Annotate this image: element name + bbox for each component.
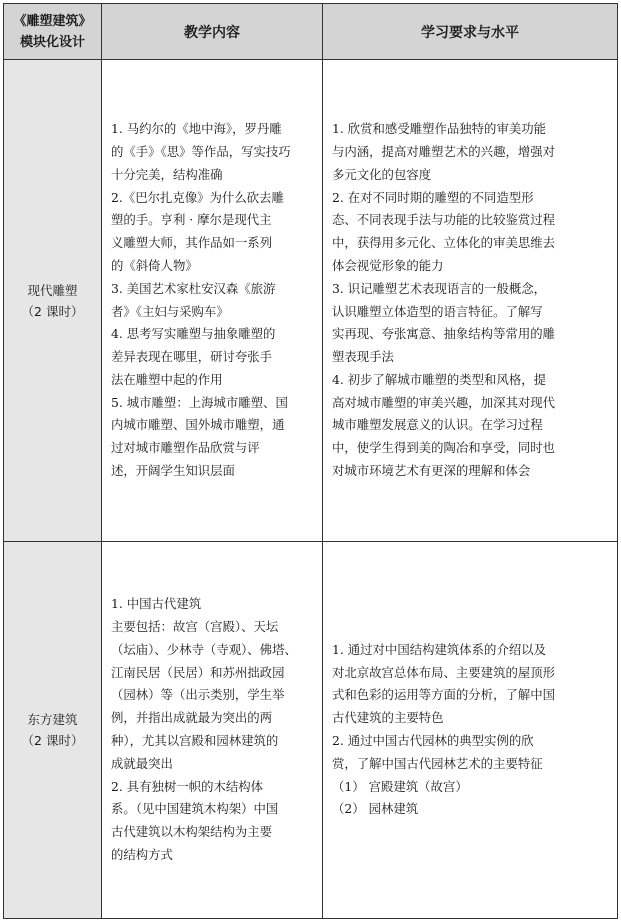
text-line: 中，使学生得到美的陶冶和享受，同时也: [332, 440, 556, 456]
text-line: 过对城市雕塑作品欣赏与评: [111, 440, 260, 456]
text-line: 2. 具有独树一帜的木结构体: [111, 778, 264, 794]
text-line: 高对城市雕塑的审美兴趣，加深其对现代: [332, 394, 556, 410]
table-row: [4, 60, 618, 542]
text-line: 实再现、夸张寓意、抽象结构等常用的雕: [332, 326, 556, 342]
text-line: （园林）等（出示类别，学生举: [111, 687, 285, 703]
row-title-cell: [4, 542, 102, 919]
text-line: （1） 宫殿建筑（故宫）: [332, 778, 468, 794]
text-line: 2. 通过中国古代园林的典型实例的欣: [332, 733, 534, 748]
header-content: 教学内容: [102, 4, 323, 60]
text-line: 的《手》《思》等作品，写实技巧: [111, 143, 291, 159]
text-line: 赏，了解中国古代园林艺术的主要特征: [332, 755, 543, 771]
text-line: 多元文化的包容度: [332, 166, 432, 182]
text-line: 5. 城市雕塑：上海城市雕塑、国: [111, 394, 288, 410]
text-line: 体会视觉形象的能力: [332, 257, 444, 273]
text-line: 江南民居（民居）和苏州拙政园: [111, 664, 285, 680]
text-line: 对城市环境艺术有更深的理解和体会: [332, 463, 531, 479]
text-line: 1. 马约尔的《地中海》，罗丹雕: [111, 121, 282, 137]
header-row: [4, 4, 618, 60]
text-line: 2.《巴尔扎克像》为什么砍去雕: [111, 189, 284, 205]
text-line: 差异表现在哪里，研讨夸张手: [111, 349, 273, 365]
table-row: [4, 542, 618, 919]
requirements-cell: [323, 60, 618, 542]
text-line: 对北京故宫总体布局、主要建筑的屋顶形: [332, 664, 556, 680]
text-line: 种），尤其以宫殿和园林建筑的: [111, 733, 279, 748]
content-cell: [102, 542, 323, 919]
row-title-cell: [4, 60, 102, 542]
text-line: 古代建筑的主要特色: [332, 710, 444, 726]
text-line: 式和色彩的运用等方面的分析，了解中国: [332, 687, 556, 703]
text-line: 法在雕塑中起的作用: [111, 371, 223, 387]
header-module-subtitle: 模块化设计: [19, 34, 85, 50]
text-line: 内城市雕塑、国外城市雕塑，通: [111, 417, 285, 433]
text-line: 十分完美，结构准确: [111, 166, 223, 182]
row-hours: （2 课时）: [21, 733, 84, 748]
text-line: 者》《主妇与采购车》: [111, 303, 229, 319]
text-line: 与内涵，提高对雕塑艺术的兴趣，增强对: [332, 143, 556, 159]
text-line: 态、不同表现手法与功能的比较鉴赏过程: [332, 212, 556, 228]
text-line: 成就最突出: [111, 755, 173, 771]
row-title: 现代雕塑: [27, 282, 78, 298]
text-line: 古代建筑以木构架结构为主要: [111, 824, 273, 840]
text-line: 4. 思考写实雕塑与抽象雕塑的: [111, 326, 276, 342]
curriculum-table: [3, 3, 618, 919]
text-line: 1. 中国古代建筑: [111, 596, 202, 612]
text-line: 塑表现手法: [332, 349, 394, 365]
text-line: 4. 初步了解城市雕塑的类型和风格，提: [332, 371, 547, 387]
text-line: 系。（见中国建筑木构架）中国: [111, 801, 279, 817]
requirements-cell: [323, 542, 618, 919]
text-line: 义雕塑大师，其作品如一系列: [111, 235, 273, 251]
text-line: 3. 识记雕塑艺术表现语言的一般概念，: [332, 280, 547, 296]
header-module-title: 《雕塑建筑》: [13, 13, 92, 29]
text-line: 中，获得用多元化、立体化的审美思维去: [332, 235, 556, 251]
text-line: 认识雕塑立体造型的语言特征。了解写: [332, 303, 543, 319]
text-line: 3. 美国艺术家杜安汉森《旅游: [111, 280, 276, 296]
text-line: 的《斜倚人物》: [111, 257, 198, 273]
text-line: 述，开阔学生知识层面: [111, 463, 235, 479]
text-line: 主要包括：故宫（宫殿）、天坛: [111, 619, 279, 635]
row-title: 东方建筑: [27, 712, 78, 727]
text-line: 塑的手。亨利 · 摩尔是现代主: [111, 212, 272, 228]
content-cell: [102, 60, 323, 542]
text-line: （坛庙）、少林寺（寺观）、佛塔、: [111, 641, 297, 657]
text-line: 1. 通过对中国结构建筑体系的介绍以及: [332, 641, 547, 657]
text-line: 1. 欣赏和感受雕塑作品独特的审美功能: [332, 121, 547, 137]
text-line: 例，并指出成就最为突出的两: [111, 710, 273, 726]
text-line: 城市雕塑发展意义的认识。在学习过程: [332, 417, 543, 433]
text-line: 的结构方式: [111, 846, 173, 862]
header-requirements: 学习要求与水平: [323, 4, 618, 60]
header-module: [4, 4, 102, 60]
text-line: 2. 在对不同时期的雕塑的不同造型形: [332, 189, 534, 205]
text-line: （2） 园林建筑: [332, 801, 419, 817]
row-hours: （2 课时）: [21, 303, 84, 319]
